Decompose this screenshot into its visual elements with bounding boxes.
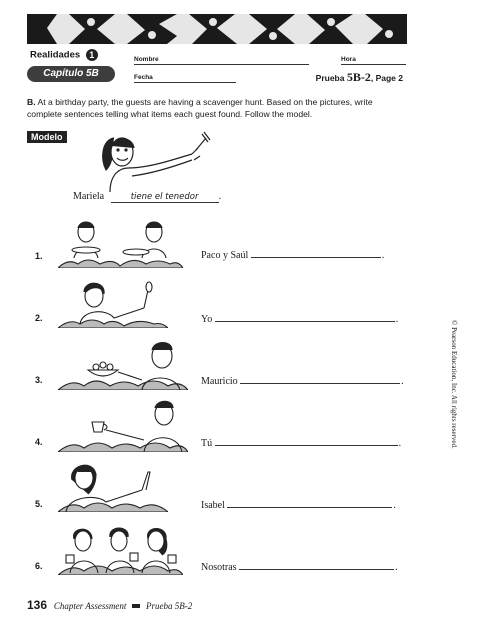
item-5-subject: Isabel	[201, 500, 225, 511]
item-2-sentence: Yo .	[201, 314, 399, 325]
page-number: 136	[27, 598, 48, 612]
header-banner	[27, 14, 407, 44]
fecha-field[interactable]	[134, 82, 236, 83]
item-2-illustration-woman-spoon	[58, 278, 168, 328]
item-4-subject: Tú	[201, 438, 213, 449]
series-name: Realidades	[30, 49, 81, 61]
nombre-field[interactable]	[134, 64, 309, 65]
item-6-answer-field[interactable]	[239, 561, 394, 570]
item-5-sentence: Isabel .	[201, 500, 396, 511]
model-illustration-woman-fork	[92, 130, 212, 192]
item-1-answer-field[interactable]	[251, 249, 381, 258]
item-6-illustration-three-girls-napkins	[58, 525, 183, 575]
prueba-code: 5B-2	[346, 70, 371, 84]
page-label: , Page 2	[370, 73, 403, 83]
nombre-label: Nombre	[134, 56, 159, 63]
copyright-text: © Pearson Education, Inc. All rights reserved.	[450, 320, 458, 449]
series-title	[30, 49, 98, 61]
chapter-badge: Capítulo 5B	[27, 66, 115, 82]
model-end: .	[218, 191, 222, 202]
fecha-label: Fecha	[134, 74, 153, 81]
section-letter: B.	[27, 97, 36, 107]
item-1-number: 1.	[35, 251, 43, 261]
footer-separator	[132, 604, 140, 608]
item-3-number: 3.	[35, 375, 43, 385]
item-2-number: 2.	[35, 313, 43, 323]
model-sentence	[73, 191, 221, 203]
modelo-tag: Modelo	[27, 131, 67, 143]
footer	[27, 598, 192, 612]
item-2-subject: Yo	[201, 314, 213, 325]
item-4-sentence: Tú .	[201, 438, 402, 449]
item-1-illustration-two-boys-plates	[58, 218, 183, 268]
footer-title: Chapter Assessment	[53, 601, 127, 611]
instructions	[27, 97, 407, 120]
item-2-answer-field[interactable]	[215, 313, 395, 322]
item-1-sentence: Paco y Saúl .	[201, 250, 385, 261]
model-answer: tiene el tenedor	[111, 192, 219, 203]
prueba-label: Prueba	[315, 73, 345, 83]
item-3-answer-field[interactable]	[240, 375, 400, 384]
series-number-badge: 1	[86, 49, 98, 61]
item-3-subject: Mauricio	[201, 376, 238, 387]
item-5-number: 5.	[35, 499, 43, 509]
item-4-illustration-man-cup	[58, 400, 188, 452]
item-3-sentence: Mauricio .	[201, 376, 404, 387]
item-6-number: 6.	[35, 561, 43, 571]
copyright-notice	[448, 320, 462, 530]
item-6-subject: Nosotras	[201, 562, 237, 573]
item-4-number: 4.	[35, 437, 43, 447]
item-3-illustration-man-bowl	[58, 340, 188, 390]
item-4-answer-field[interactable]	[215, 437, 398, 446]
item-5-illustration-girl-knife	[58, 460, 168, 512]
instructions-text: At a birthday party, the guests are having a scavenger hunt. Based on the pictures, write complete sentences telling what items each guest found. Follow the model.	[27, 97, 373, 119]
prueba-title	[316, 70, 403, 85]
hora-label: Hora	[341, 56, 356, 63]
item-5-answer-field[interactable]	[227, 499, 392, 508]
item-6-sentence: Nosotras .	[201, 562, 398, 573]
hora-field[interactable]	[341, 64, 406, 65]
item-1-subject: Paco y Saúl	[201, 250, 249, 261]
footer-subtitle: Prueba 5B-2	[145, 601, 193, 611]
model-subject: Mariela	[73, 191, 105, 202]
